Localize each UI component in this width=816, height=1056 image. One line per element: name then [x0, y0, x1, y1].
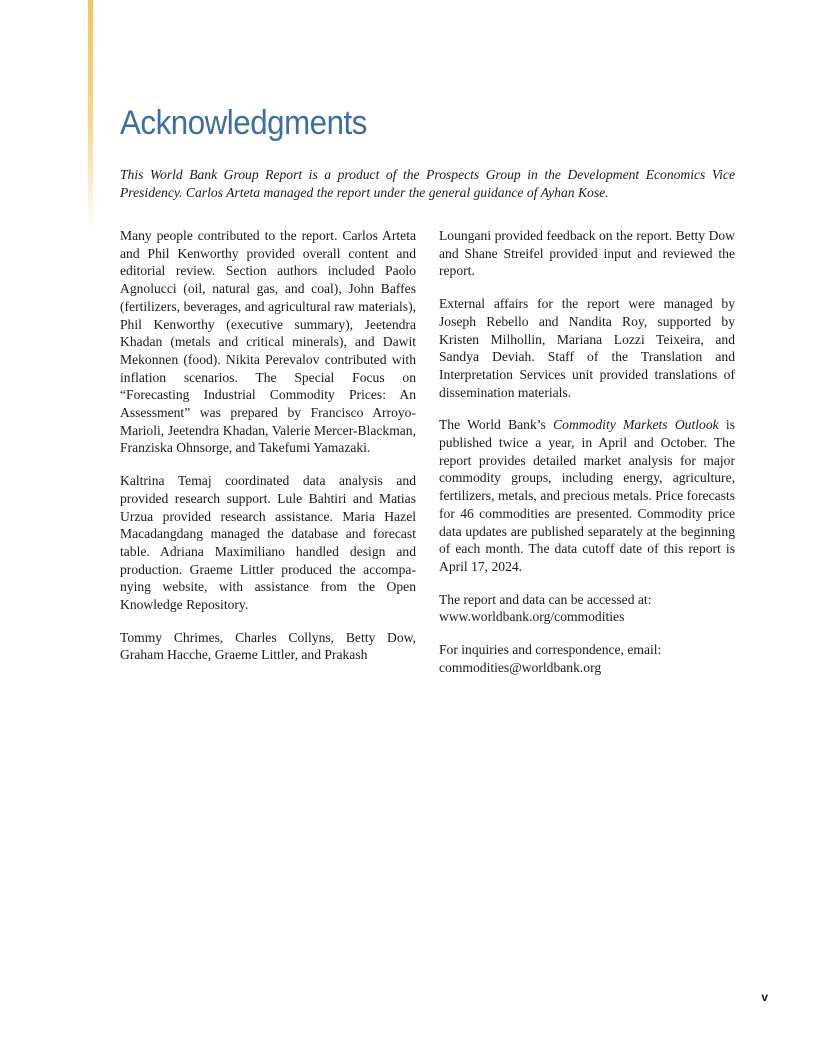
right-paragraph-2: External affairs for the report were managed by Joseph Rebello and Nandita Roy, supported by Kristen Milhollin, Mariana Lozzi Teixeira, and Sandya Deviah. Staff of the Translation and Interpretation Services unit provided translations of dissemination materials.: [439, 296, 735, 400]
right-paragraph-1: Loungani provided feedback on the report. Betty Dow and Shane Streifel provided input and reviewed the report.: [439, 228, 735, 279]
right-column: [439, 227, 735, 691]
publication-title: Commodity Markets Outlook: [553, 417, 719, 433]
email-link[interactable]: commodities@worldbank.org: [439, 659, 602, 675]
accent-bar: [88, 0, 93, 230]
page-number: v: [761, 990, 768, 1004]
access-text: The report and data can be accessed at:: [439, 591, 652, 607]
website-link[interactable]: www.worldbank.org/commodities: [439, 609, 625, 625]
paragraph-text: The World Bank’s: [439, 417, 554, 433]
paragraph-text: is published twice a year, in April and October. The report provides detailed market analysis for major commodity groups, including energy, agriculture, fertilizers, metals, and precious metals. Price forecasts for 46 commodities are presented. Commodity price data updates are published separately at the beginning of each month. The data cutoff date of this report is April 17, 2024.: [439, 417, 735, 574]
page-title: Acknowledgments: [120, 104, 367, 142]
left-paragraph-2: Kaltrina Temaj coordinated data analysis and provided research support. Lule Bahtiri and Matias Urzua provided research assistance. Maria Hazel Macadangdang managed the database and forecast table. Adriana Maximiliano handled design and production. Graeme Littler produced the accompa-nying website, with assistance from the Open Knowledge Repository.: [120, 473, 416, 613]
intro-paragraph: This World Bank Group Report is a product of the Prospects Group in the Development Economics Vice Presidency. Carlos Arteta managed the report under the general guidance of Ayhan Kose.: [120, 167, 735, 200]
inquiry-text: For inquiries and correspondence, email:: [439, 642, 662, 658]
right-paragraph-3: [439, 416, 735, 575]
left-column: [120, 227, 416, 664]
right-paragraph-4: [439, 591, 735, 626]
right-paragraph-5: [439, 641, 735, 676]
left-paragraph-3: Tommy Chrimes, Charles Collyns, Betty Dow, Graham Hacche, Graeme Littler, and Prakash: [120, 629, 416, 663]
left-paragraph-1: Many people contributed to the report. Carlos Arteta and Phil Kenworthy provided overall content and editorial review. Section authors included Paolo Agnolucci (oil, natural gas, and coal), John Baffes (fertilizers, beverages, and agricultural raw materials), Phil Kenworthy (executive summary), Jeetendra Khadan (metals and critical minerals), and Dawit Mekonnen (food). Nikita Perevalov contributed with inflation scenarios. The Special Focus on “Forecasting Industrial Commodity Prices: An Assessment” was prepared by Francisco Arroyo-Marioli, Jeetendra Khadan, Valerie Mercer-Blackman, Franziska Ohnsorge, and Takefumi Yamazaki.: [120, 228, 416, 456]
